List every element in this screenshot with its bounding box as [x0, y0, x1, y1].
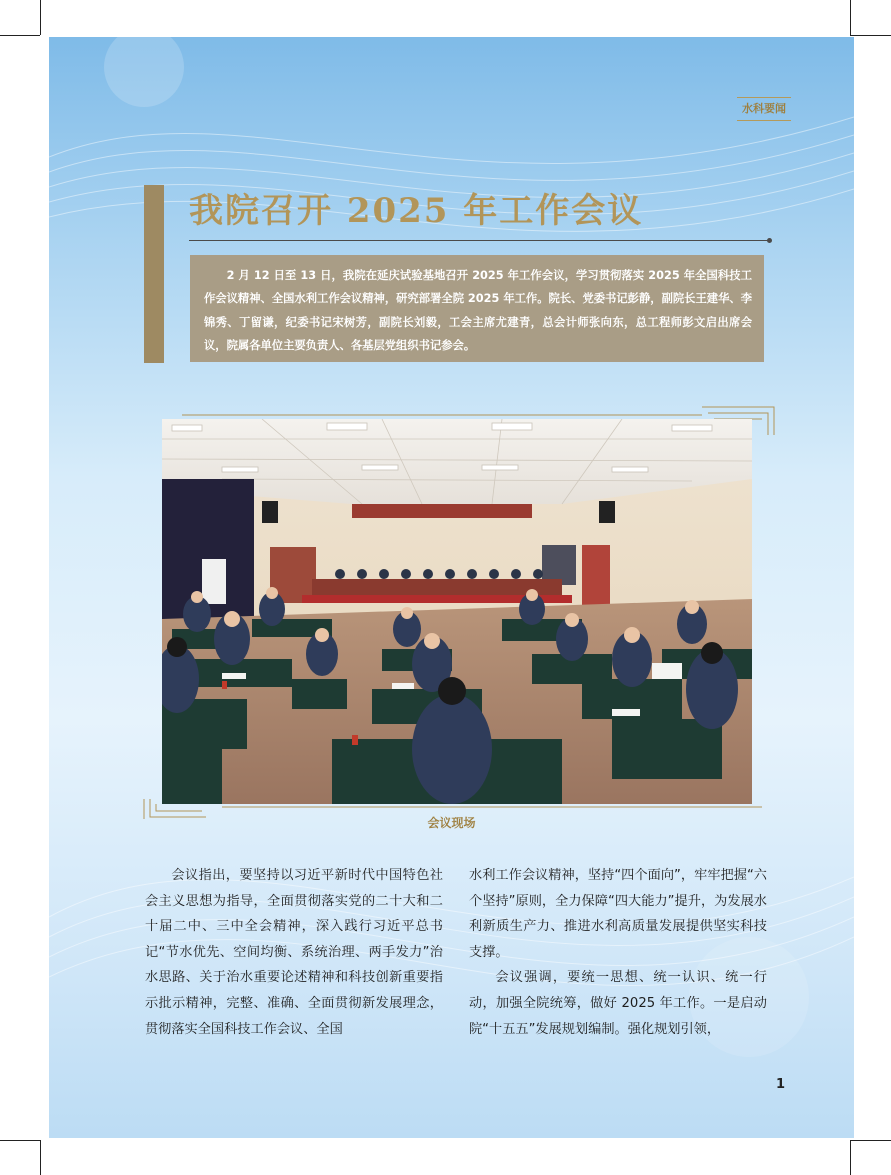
article-title: 我院召开 2025 年工作会议	[189, 191, 644, 231]
title-divider	[189, 240, 769, 241]
crop-mark	[40, 1140, 41, 1175]
title-accent-bar	[144, 185, 164, 363]
body-paragraph-continued: 水利工作会议精神，坚持“四个面向”，牢牢把握“六个坚持”原则，全力保障“四大能力”提升，为发展水利新质生产力、推进水利高质量发展提供坚实科技支撑。	[469, 868, 767, 960]
crop-mark	[850, 1140, 851, 1175]
meeting-photo	[162, 419, 752, 804]
body-column-right	[469, 863, 767, 1042]
section-tag: 水科要闻	[737, 97, 791, 121]
crop-mark	[850, 35, 891, 36]
photo-frame	[162, 419, 752, 804]
crop-mark	[0, 35, 40, 36]
crop-mark	[0, 1140, 40, 1141]
crop-mark	[850, 0, 851, 35]
body-paragraph: 会议指出，要坚持以习近平新时代中国特色社会主义思想为指导，全面贯彻落实党的二十大和二十届二中、三中全会精神，深入践行习近平总书记“节水优先、空间均衡、系统治理、两手发力”治水思路、关于治水重要论述精神和科技创新重要指示批示精神，完整、准确、全面贯彻新发展理念，贯彻落实全国科技工作会议、全国	[145, 868, 443, 1037]
body-column-left	[145, 863, 443, 1042]
intro-box	[190, 255, 764, 362]
body-paragraph: 会议强调，要统一思想、统一认识、统一行动，加强全院统筹，做好 2025 年工作。一是启动院“十五五”发展规划编制。强化规划引领，	[469, 970, 767, 1037]
intro-text: 2 月 12 日至 13 日，我院在延庆试验基地召开 2025 年工作会议，学习贯彻落实 2025 年全国科技工作会议精神、全国水利工作会议精神，研究部署全院 2025 年工作。院长、党委书记彭静，副院长王建华、李锦秀、丁留谦，纪委书记宋树芳，副院长刘毅，工会主席尤建青，总会计师张向东，总工程师彭文启出席会议，院属各单位主要负责人、各基层党组织书记参会。	[204, 269, 752, 353]
crop-mark	[850, 1140, 891, 1141]
photo-caption: 会议现场	[427, 816, 476, 830]
magazine-page	[49, 37, 854, 1138]
page-number: 1	[776, 1077, 786, 1092]
crop-mark	[40, 0, 41, 35]
